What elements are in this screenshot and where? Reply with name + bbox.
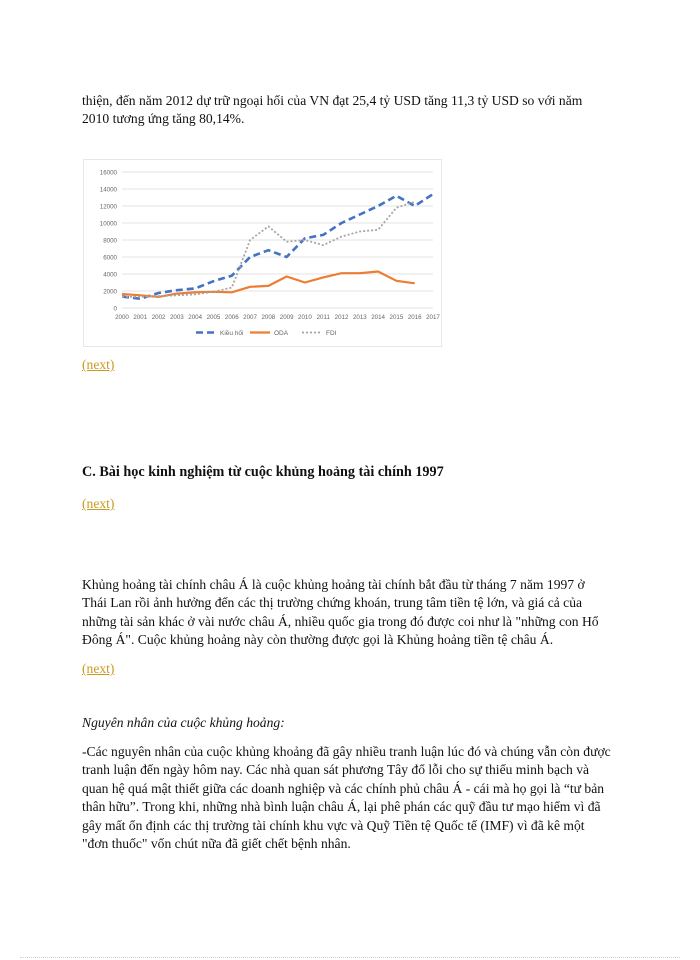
x-tick-label: 2017	[426, 314, 440, 321]
next-link[interactable]: (next)	[82, 496, 115, 511]
x-tick-label: 2014	[371, 314, 386, 321]
x-tick-label: 2001	[133, 314, 148, 321]
x-tick-label: 2003	[169, 314, 184, 321]
x-tick-label: 2004	[188, 314, 203, 321]
x-tick-label: 2007	[243, 314, 257, 321]
y-axis-ticks	[100, 170, 118, 313]
x-axis-ticks	[115, 314, 440, 321]
x-tick-label: 2006	[224, 314, 239, 321]
page-bottom-rule	[20, 957, 680, 958]
x-tick-label: 2013	[352, 314, 367, 321]
x-tick-label: 2016	[407, 314, 422, 321]
y-tick-label: 6000	[103, 254, 117, 262]
y-tick-label: 12000	[99, 203, 117, 211]
chart-grid	[122, 172, 433, 308]
y-tick-label: 16000	[99, 169, 117, 177]
y-tick-label: 4000	[103, 271, 117, 279]
y-tick-label: 10000	[99, 220, 117, 228]
causes-heading: Nguyên nhân của cuộc khủng hoảng:	[82, 715, 285, 730]
section-heading: C. Bài học kinh nghiệm từ cuộc khủng hoảng tài chính 1997	[82, 464, 444, 480]
next-link[interactable]: (next)	[82, 357, 115, 372]
series-line-1	[122, 194, 433, 299]
x-tick-label: 2015	[389, 314, 404, 321]
line-chart	[83, 159, 442, 347]
x-tick-label: 2010	[298, 314, 312, 321]
line-chart-svg	[84, 160, 441, 346]
x-tick-label: 2011	[316, 314, 330, 321]
x-tick-label: 2002	[151, 314, 166, 321]
x-tick-label: 2000	[115, 314, 129, 321]
crisis-paragraph: Khủng hoảng tài chính châu Á là cuộc khủng hoảng tài chính bắt đầu từ tháng 7 năm 1997 ở Thái Lan rồi ảnh hưởng đến các thị trường chứng khoán, trung tâm tiền tệ lớn, và giá cả của những tài sản khác ở vài nước châu Á, nhiều quốc gia trong đó được coi như là "những con Hổ Đông Á". Cuộc khủng hoảng này còn thường được gọi là Khủng hoảng tiền tệ châu Á.	[82, 577, 599, 648]
chart-series	[122, 194, 433, 299]
legend-label: ODA	[274, 330, 289, 337]
y-tick-label: 0	[113, 305, 117, 313]
y-tick-label: 2000	[103, 288, 117, 296]
x-tick-label: 2008	[261, 314, 276, 321]
chart-legend	[196, 328, 337, 337]
intro-paragraph: thiện, đến năm 2012 dự trữ ngoại hối của VN đạt 25,4 tỷ USD tăng 11,3 tỷ USD so với năm 2010 tương ứng tăng 80,14%.	[82, 93, 583, 127]
causes-paragraph: -Các nguyên nhân của cuộc khủng khoảng đã gây nhiều tranh luận lúc đó và chúng vẫn còn được tranh luận đến ngày hôm nay. Các nhà quan sát phương Tây đổ lỗi cho sự thiếu minh bạch và quan hệ quá mật thiết giữa các doanh nghiệp và các chính phủ châu Á - cái mà họ gọi là “tư bản thân hữu”. Trong khi, những nhà bình luận châu Á, lại phê phán các quỹ đầu tư mạo hiểm vì đã gây mất ổn định các thị trường tài chính khu vực và Quỹ Tiền tệ Quốc tế (IMF) vì đã kê một "đơn thuốc" vốn chút nữa đã giết chết bệnh nhân.	[82, 744, 611, 852]
x-tick-label: 2005	[206, 314, 221, 321]
legend-label: FDI	[326, 330, 337, 337]
x-tick-label: 2009	[279, 314, 294, 321]
next-link[interactable]: (next)	[82, 661, 115, 676]
legend-label: Kiều hối	[220, 330, 244, 337]
x-tick-label: 2012	[334, 314, 349, 321]
y-tick-label: 14000	[99, 186, 117, 194]
y-tick-label: 8000	[103, 237, 117, 245]
